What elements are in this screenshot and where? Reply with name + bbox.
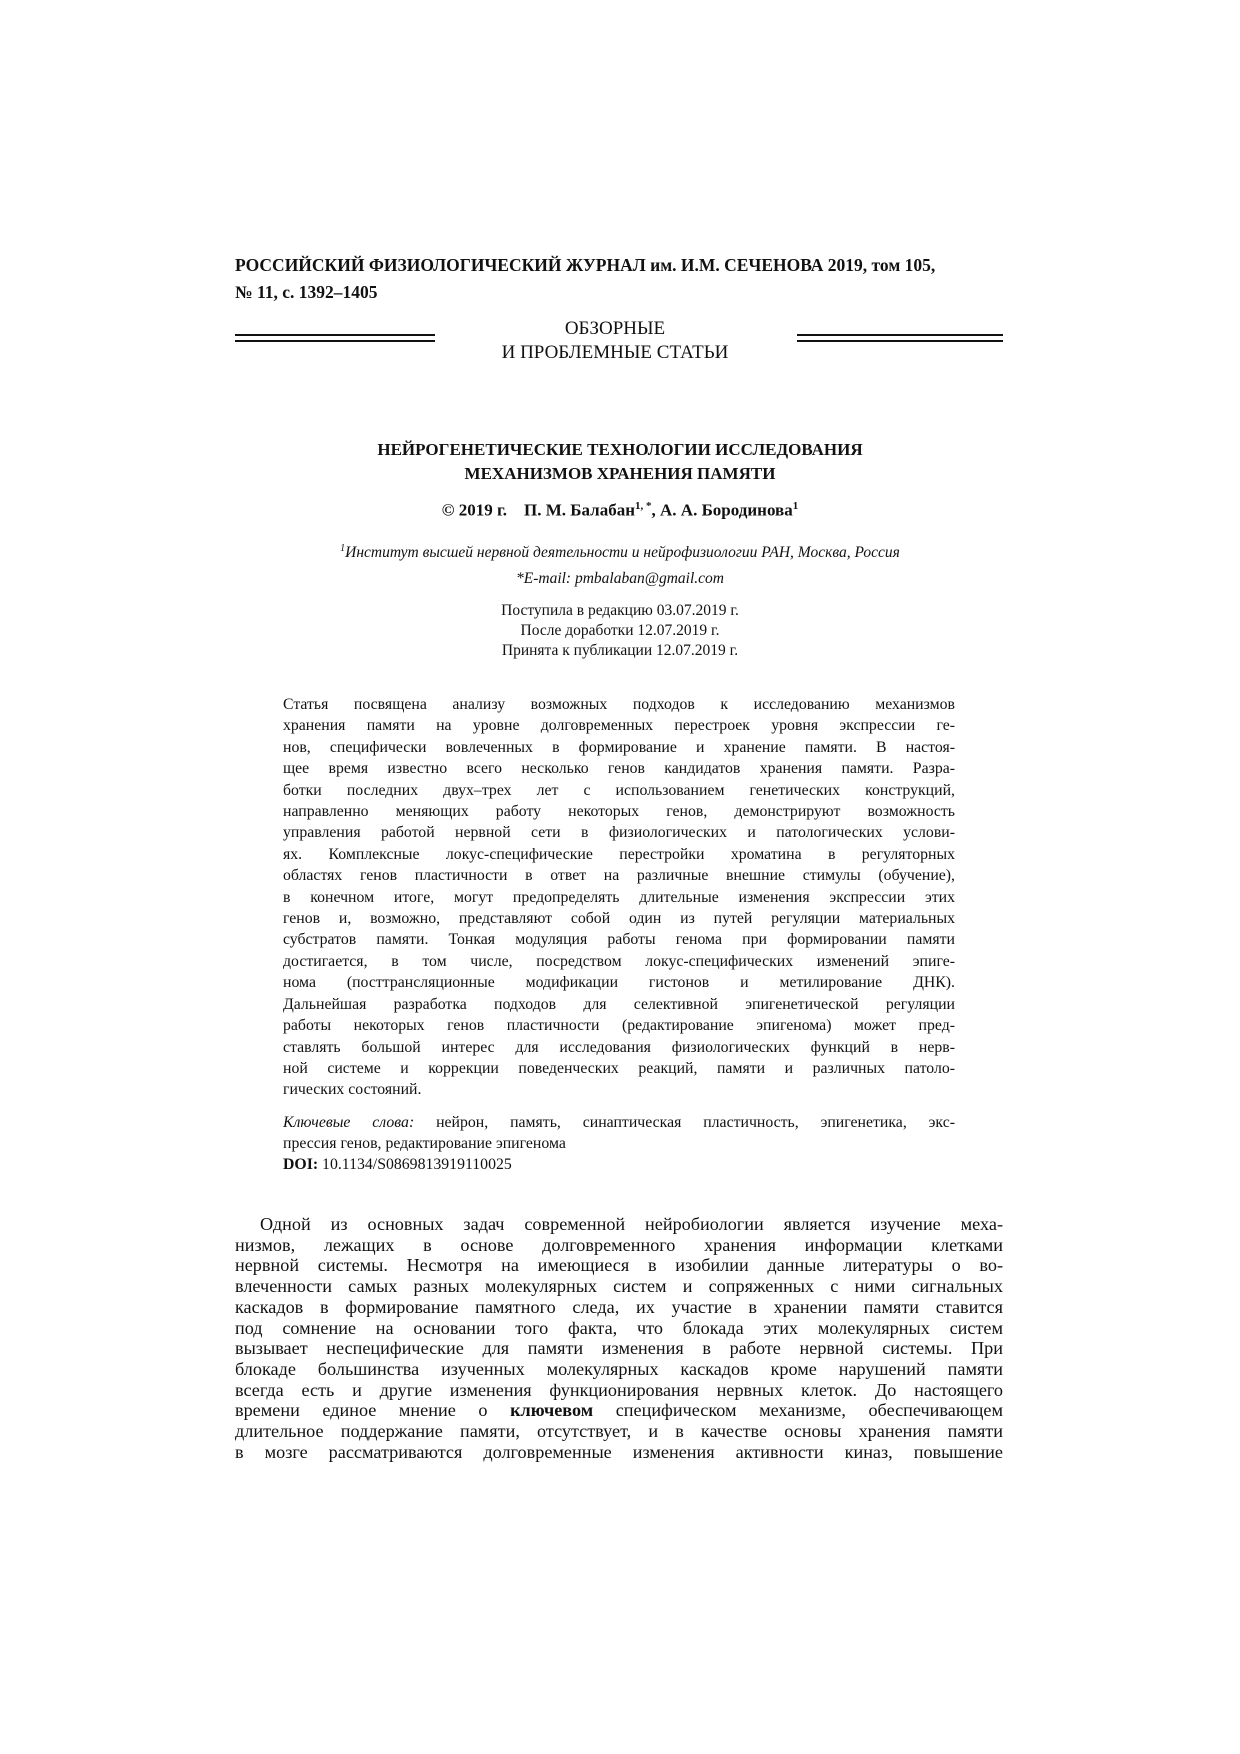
body-line: нервной системы. Несмотря на имеющиеся в изобилии данные литературы о во- [235, 1255, 1003, 1276]
body-line-part: специфическом механизме, обеспечивающем [593, 1400, 1003, 1421]
journal-header-line1: РОССИЙСКИЙ ФИЗИОЛОГИЧЕСКИЙ ЖУРНАЛ им. И.М. СЕЧЕНОВА 2019, том 105, [235, 255, 936, 275]
body-line: влеченности самых разных молекулярных систем и сопряженных с ними сигнальных [235, 1276, 1003, 1297]
keywords-label: Ключевые слова: [283, 1114, 415, 1131]
section-heading-line2: И ПРОБЛЕМНЫЕ СТАТЬИ [501, 342, 729, 363]
body-line: под сомнение на основании того факта, что блокада этих молекулярных систем [235, 1317, 1003, 1338]
abstract-line: субстратов памяти. Тонкая модуляция работы генома при формировании памяти [283, 931, 955, 949]
section-rule-right [797, 334, 1003, 342]
keywords-line2: прессия генов, редактирование эпигенома [283, 1135, 566, 1153]
copyright: © 2019 г. [441, 500, 508, 520]
abstract-line: нов, специфически вовлеченных в формирование и хранение памяти. В настоя- [283, 738, 955, 756]
journal-header-line2: № 11, с. 1392–1405 [235, 282, 378, 302]
abstract-line: управления работой нервной сети в физиологических и патологических услови- [283, 824, 955, 842]
journal-header [235, 252, 1005, 306]
body-line: Одной из основных задач современной нейробиологии является изучение меха- [260, 1214, 1003, 1234]
body-line: низмов, лежащих в основе долговременного хранения информации клетками [235, 1234, 1003, 1255]
author-1-affil: 1, * [635, 500, 652, 512]
date-accepted: Принята к публикации 12.07.2019 г. [501, 642, 739, 659]
keywords-line1: нейрон, память, синаптическая пластичность, эпигенетика, экс- [414, 1114, 955, 1131]
body-line: длительное поддержание памяти, отсутствует, и в качестве основы хранения памяти [235, 1421, 1003, 1442]
keywords [283, 1112, 955, 1155]
author-2: А. А. Бородинова [660, 500, 793, 520]
section-rule-left [235, 334, 435, 342]
body-line: в мозге рассматриваются долговременные изменения активности киназ, повышение [235, 1441, 1003, 1462]
abstract-line: гических состояний. [283, 1081, 422, 1099]
abstract-line: достигается, в том числе, посредством локус-специфических изменений эпиге- [283, 952, 955, 970]
affiliation-text: Институт высшей нервной деятельности и нейрофизиологии РАН, Москва, Россия [345, 544, 900, 562]
abstract-line: Дальнейшая разработка подходов для селективной эпигенетической регуляции [283, 995, 955, 1013]
email[interactable]: *E-mail: pmbalaban@gmail.com [516, 570, 724, 588]
body-line [235, 1400, 1003, 1421]
section-heading-line1: ОБЗОРНЫЕ [564, 318, 666, 339]
affiliation [235, 536, 1005, 592]
abstract-line: хранения памяти на уровне долговременных перестроек уровня экспрессии ге- [283, 717, 955, 735]
body-line: блокаде большинства изученных молекулярных каскадов кроме нарушений памяти [235, 1358, 1003, 1379]
body-line-part: времени единое мнение о [235, 1400, 511, 1421]
abstract-line: генов и, возможно, представляют собой один из путей регуляции материальных [283, 910, 955, 928]
body-line: вызывает неспецифические для памяти изменения в работе нервной системы. При [235, 1338, 1003, 1359]
abstract-line: работы некоторых генов пластичности (редактирование эпигенома) может пред- [283, 1017, 955, 1035]
author-separator: , [651, 500, 661, 520]
abstract-line: ботки последних двух–трех лет с использованием генетических конструкций, [283, 781, 955, 799]
article-title-line2: МЕХАНИЗМОВ ХРАНЕНИЯ ПАМЯТИ [464, 464, 776, 483]
article-title-line1: НЕЙРОГЕНЕТИЧЕСКИЕ ТЕХНОЛОГИИ ИССЛЕДОВАНИЯ [377, 440, 863, 459]
doi [283, 1156, 512, 1174]
abstract-line: нома (посттрансляционные модификации гистонов и метилирование ДНК). [283, 974, 955, 992]
body-text [235, 1214, 1003, 1462]
authors-line [235, 500, 1005, 521]
author-1: П. М. Балабан [524, 500, 636, 520]
abstract-line: областях генов пластичности в ответ на различные внешние стимулы (обучение), [283, 867, 955, 885]
body-line: каскадов в формирование памятного следа, их участие в хранении памяти ставится [235, 1296, 1003, 1317]
abstract [283, 694, 955, 1101]
body-line: всегда есть и другие изменения функционирования нервных клеток. До настоящего [235, 1379, 1003, 1400]
emphasized-word: ключевом [510, 1400, 594, 1421]
abstract-line: щее время известно всего несколько генов кандидатов хранения памяти. Разра- [283, 760, 955, 778]
article-title [235, 438, 1005, 486]
date-revised: После доработки 12.07.2019 г. [520, 622, 720, 639]
author-2-affil: 1 [792, 500, 799, 512]
abstract-line: направленно меняющих работу некоторых генов, демонстрируют возможность [283, 803, 955, 821]
affiliation-sup: 1 [340, 543, 346, 554]
abstract-line: ной системе и коррекции поведенческих реакций, памяти и различных патоло- [283, 1059, 955, 1077]
doi-label: DOI: [283, 1156, 319, 1173]
abstract-line: в конечном итоге, могут предопределять длительные изменения экспрессии этих [283, 888, 955, 906]
date-received: Поступила в редакцию 03.07.2019 г. [501, 602, 739, 619]
section-heading [440, 317, 790, 365]
abstract-line: Статья посвящена анализу возможных подходов к исследованию механизмов [283, 696, 955, 713]
dates [235, 601, 1005, 661]
abstract-line: ях. Комплексные локус-специфические перестройки хроматина в регуляторных [283, 845, 955, 863]
abstract-line: ставлять большой интерес для исследования физиологических функций в нерв- [283, 1038, 955, 1056]
doi-value[interactable]: 10.1134/S0869813919110025 [318, 1156, 512, 1173]
